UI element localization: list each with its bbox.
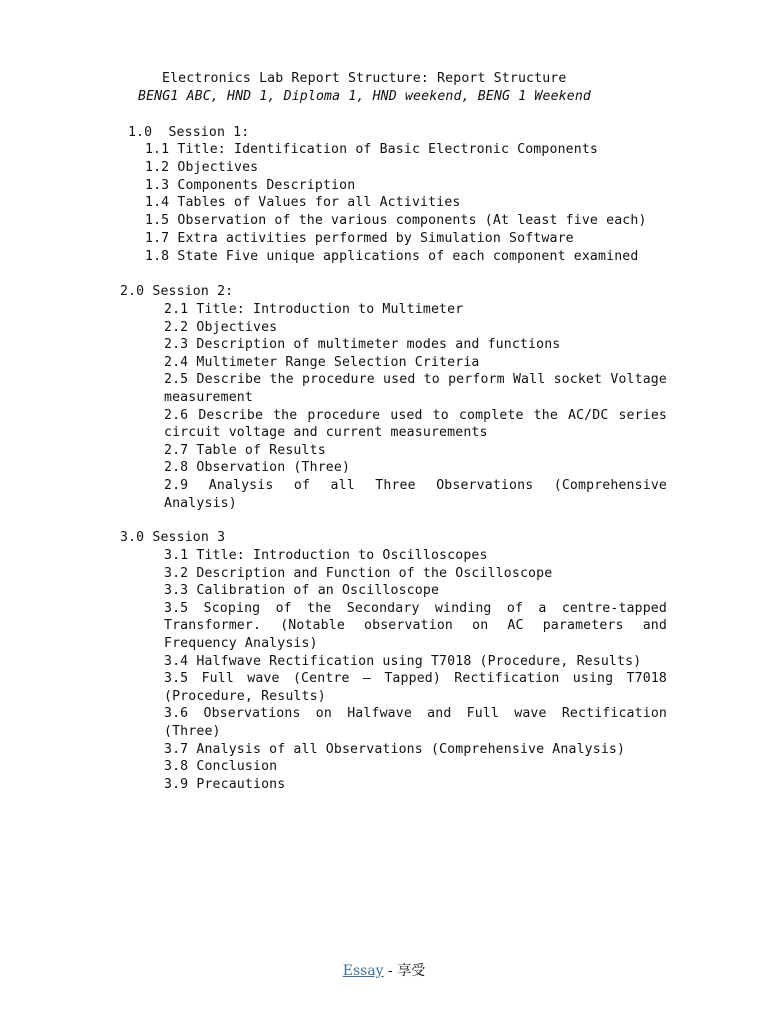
footer-separator: - [383,963,398,979]
session-1-heading: 1.0 Session 1: [128,125,250,140]
session-2-item: 2.3 Description of multimeter modes and functions [164,337,561,353]
session-2-item: 2.9 Analysis of all Three Observations (Comprehensive Analysis) [164,477,667,511]
session-1-item: 1.4 Tables of Values for all Activities [145,195,461,210]
session-3-item: 3.6 Observations on Halfwave and Full wave Rectification (Three) [164,706,667,739]
session-3-item: 3.9 Precautions [164,776,286,792]
session-2-item: 2.6 Describe the procedure used to complete the AC/DC series circuit voltage and current measurements [164,407,667,441]
session-2-list [164,301,667,512]
session-2-item: 2.5 Describe the procedure used to perform Wall socket Voltage measurement [164,372,667,405]
session-3-item: 3.2 Description and Function of the Oscilloscope [164,565,553,581]
session-3-item: 3.1 Title: Introduction to Oscilloscopes [164,548,488,563]
session-3-item: 3.8 Conclusion [164,759,278,775]
session-1-item: 1.5 Observation of the various components (At least five each) [145,213,647,228]
session-1-item: 1.8 State Five unique applications of each component examined [145,249,639,264]
session-3-heading: 3.0 Session 3 [120,530,226,545]
session-2-item: 2.4 Multimeter Range Selection Criteria [164,354,480,370]
session-2-heading: 2.0 Session 2: [120,284,234,299]
document-subtitle: BENG1 ABC, HND 1, Diploma 1, HND weekend, BENG 1 Weekend [138,89,592,104]
session-1-item: 1.3 Components Description [145,178,356,193]
session-2-item: 2.1 Title: Introduction to Multimeter [164,302,464,317]
session-3-list [164,547,667,793]
session-2-item: 2.2 Objectives [164,319,278,335]
session-3-item: 3.4 Halfwave Rectification using T7018 (Procedure, Results) [164,653,642,669]
session-3-item: 3.5 Full wave (Centre – Tapped) Rectification using T7018 (Procedure, Results) [164,671,667,704]
session-3-item: 3.3 Calibration of an Oscilloscope [164,583,440,599]
document-title: Electronics Lab Report Structure: Report Structure [162,71,567,86]
session-2-item: 2.7 Table of Results [164,442,326,458]
session-3-item: 3.7 Analysis of all Observations (Comprehensive Analysis) [164,741,626,757]
essay-link[interactable]: Essay [342,963,384,979]
page-footer [0,960,768,980]
session-1-item: 1.7 Extra activities performed by Simulation Software [145,231,574,246]
footer-suffix: 享受 [397,963,426,979]
session-1-item: 1.1 Title: Identification of Basic Electronic Components [145,142,599,157]
session-3-item: 3.5 Scoping of the Secondary winding of a centre-tapped Transformer. (Notable observation on AC parameters and Frequency Analysis) [164,600,667,651]
session-1-item: 1.2 Objectives [145,160,259,175]
session-2-item: 2.8 Observation (Three) [164,460,351,476]
